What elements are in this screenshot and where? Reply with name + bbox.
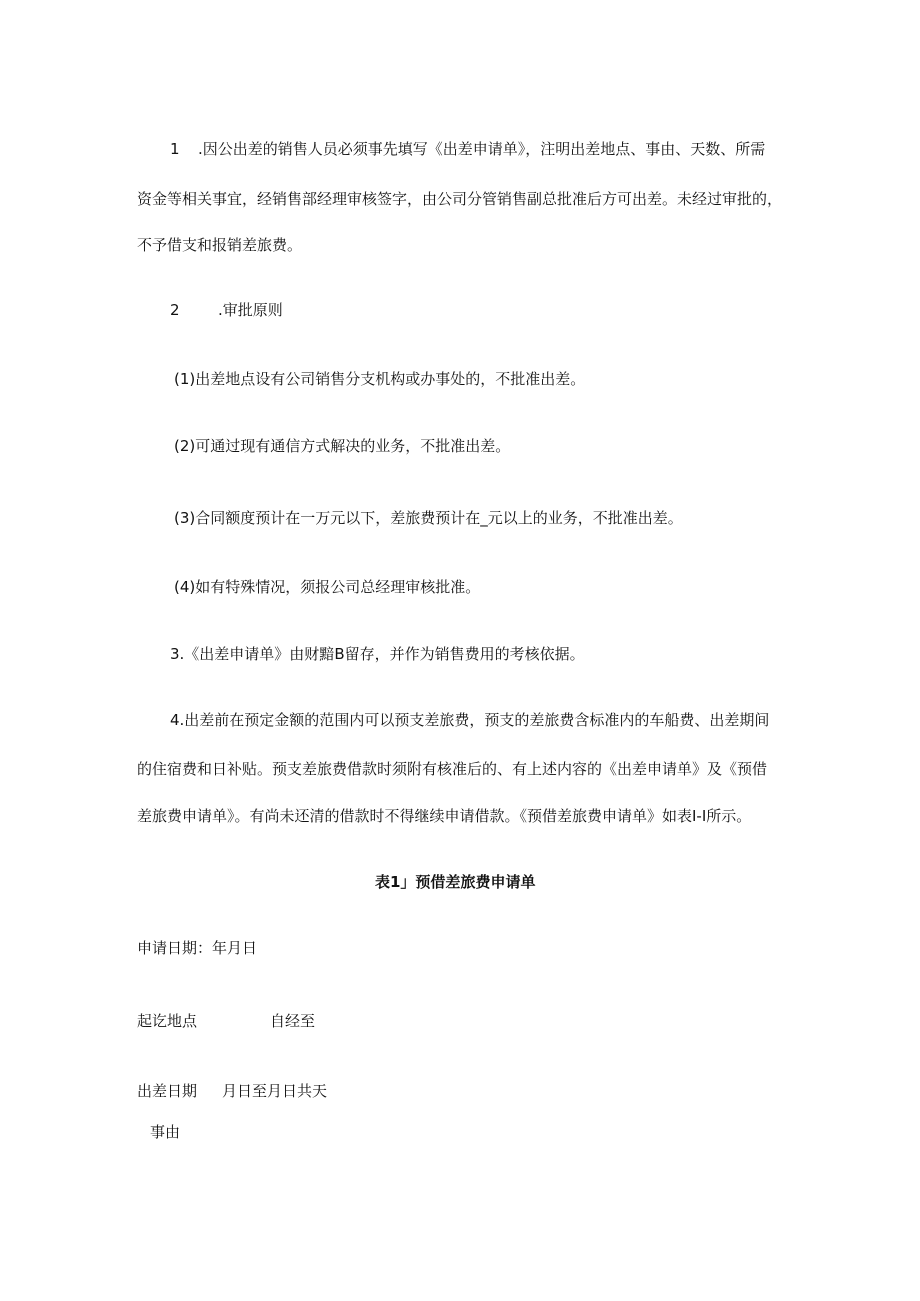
reason-label: 事由 (150, 1123, 181, 1141)
principle-item-1: (1)出差地点设有公司销售分支机构或办事处的，不批准出差。 (174, 370, 586, 388)
section4-line3: 差旅费申请单》。有尚未还清的借款时不得继续申请借款。《预借差旅费申请单》如表I-I所示。 (137, 807, 752, 825)
section1-number: 1 (170, 140, 180, 158)
section2-number: 2 (170, 301, 180, 319)
principle-item-3: (3)合同额度预计在一万元以下，差旅费预计在_元以上的业务，不批准出差。 (174, 509, 683, 527)
principle-item-4: (4)如有特殊情况，须报公司总经理审核批准。 (174, 578, 481, 596)
trip-date-label: 出差日期 (137, 1082, 198, 1100)
trip-date-value: 月日至月日共天 (222, 1082, 328, 1100)
table-title: 表1」预借差旅费申请单 (375, 873, 536, 891)
section4-line1: 4.出差前在预定金额的范围内可以预支差旅费，预支的差旅费含标准内的车船费、出差期间 (170, 711, 770, 729)
route-value: 自经至 (270, 1012, 316, 1030)
section3-text: 3.《出差申请单》由财黯B留存，并作为销售费用的考核依据。 (170, 645, 585, 663)
section1-text-line1: .因公出差的销售人员必须事先填写《出差申请单》，注明出差地点、事由、天数、所需 (198, 140, 766, 158)
apply-date-label: 申请日期：年月日 (137, 939, 258, 957)
section2-heading-text: .审批原则 (218, 301, 283, 319)
principle-item-2: (2)可通过现有通信方式解决的业务，不批准出差。 (174, 437, 511, 455)
route-label: 起讫地点 (137, 1012, 198, 1030)
section2-heading (170, 300, 283, 320)
section1-line3: 不予借支和报销差旅费。 (137, 236, 303, 254)
section1-line1 (170, 139, 765, 159)
section4-line2: 的住宿费和日补贴。预支差旅费借款时须附有核准后的、有上述内容的《出差申请单》及《预借 (137, 760, 768, 778)
section1-line2: 资金等相关事宜，经销售部经理审核签字，由公司分管销售副总批准后方可出差。未经过审批的， (137, 190, 783, 208)
